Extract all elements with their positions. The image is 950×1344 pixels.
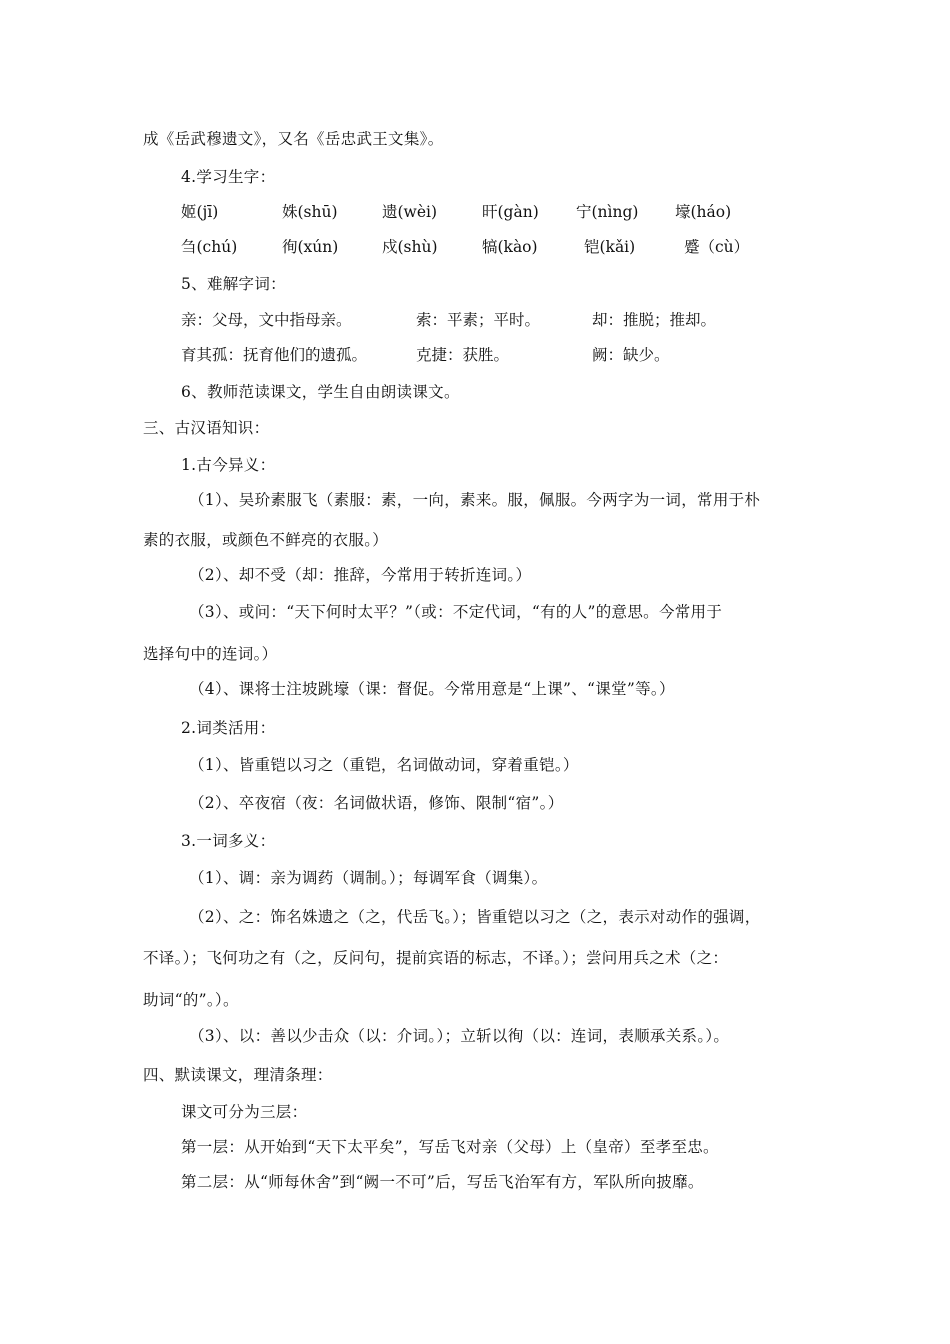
vocab-item: 戍(shù) <box>382 238 438 256</box>
glossary-item: 阙：缺少。 <box>592 346 670 364</box>
vocab-item: 刍(chú) <box>181 238 238 256</box>
ancient-modern-item-3-cont: 选择句中的连词。） <box>143 645 278 663</box>
glossary-item: 亲：父母，文中指母亲。 <box>181 311 352 329</box>
ancient-modern-item-2: （2）、却不受（却：推辞，今常用于转折连词。） <box>189 566 532 584</box>
polysemy-item-2-cont: 不译。）；飞何功之有（之，反问句，提前宾语的标志，不译。）；尝问用兵之术（之： <box>143 949 729 967</box>
vocab-item: 壕(háo) <box>675 203 732 221</box>
glossary-item: 索：平素；平时。 <box>416 311 541 329</box>
polysemy-heading: 3.一词多义： <box>181 832 276 850</box>
part4-layer-2: 第二层：从“师每休舍”到“阙一不可”后，写岳飞治军有方，军队所向披靡。 <box>181 1173 704 1191</box>
part4-layer-1: 第一层：从开始到“天下太平矣”，写岳飞对亲（父母）上（皇帝）至孝至忠。 <box>181 1138 719 1156</box>
vocab-item: 徇(xún) <box>282 238 339 256</box>
vocab-item: 铠(kǎi) <box>584 238 636 256</box>
vocab-item: 蹙（cù） <box>684 238 750 256</box>
glossary-item: 克捷：获胜。 <box>416 346 510 364</box>
ancient-modern-item-4: （4）、课将士注坡跳壕（课：督促。今常用意是“上课”、“课堂”等。） <box>189 680 675 698</box>
ancient-modern-item-1-cont: 素的衣服，或颜色不鲜亮的衣服。） <box>143 531 389 549</box>
polysemy-item-2-cont-2: 助词“的”。）。 <box>143 991 239 1009</box>
vocab-item: 姝(shū) <box>282 203 338 221</box>
vocab-item: 遗(wèi) <box>382 203 437 221</box>
part4-heading: 四、默读课文，理清条理： <box>143 1066 333 1084</box>
section4-heading: 4.学习生字： <box>181 168 276 186</box>
word-class-item-2: （2）、卒夜宿（夜：名词做状语，修饰、限制“宿”。） <box>189 794 564 812</box>
polysemy-item-3: （3）、以：善以少击众（以：介词。）；立斩以徇（以：连词，表顺承关系。）。 <box>189 1027 730 1045</box>
word-class-item-1: （1）、皆重铠以习之（重铠，名词做动词，穿着重铠。） <box>189 756 579 774</box>
vocab-item: 宁(nìng) <box>576 203 639 221</box>
part3-heading: 三、古汉语知识： <box>143 419 270 437</box>
vocab-item: 旰(gàn) <box>482 203 539 221</box>
ancient-modern-item-3: （3）、或问：“天下何时太平？”（或：不定代词，“有的人”的意思。今常用于 <box>189 603 723 621</box>
ancient-modern-heading: 1.古今异义： <box>181 456 276 474</box>
vocab-item: 犒(kào) <box>482 238 538 256</box>
polysemy-item-1: （1）、调：亲为调药（调制。）；每调军食（调集）。 <box>189 869 548 887</box>
polysemy-item-2: （2）、之：饰名姝遗之（之，代岳飞。）；皆重铠以习之（之，表示对动作的强调， <box>189 908 761 926</box>
glossary-item: 育其孤：抚育他们的遗孤。 <box>181 346 368 364</box>
vocab-item: 姬(jī) <box>181 203 219 221</box>
section5-heading: 5、难解字词： <box>181 275 286 293</box>
part4-intro: 课文可分为三层： <box>181 1103 308 1121</box>
section6-text: 6、教师范读课文，学生自由朗读课文。 <box>181 383 460 401</box>
glossary-item: 却：推脱；推却。 <box>592 311 717 329</box>
intro-tail: 成《岳武穆遗文》，又名《岳忠武王文集》。 <box>143 130 444 148</box>
word-class-heading: 2.词类活用： <box>181 719 276 737</box>
ancient-modern-item-1: （1）、吴玠素服飞（素服：素，一向，素来。服，佩服。今两字为一词，常用于朴 <box>189 491 761 509</box>
